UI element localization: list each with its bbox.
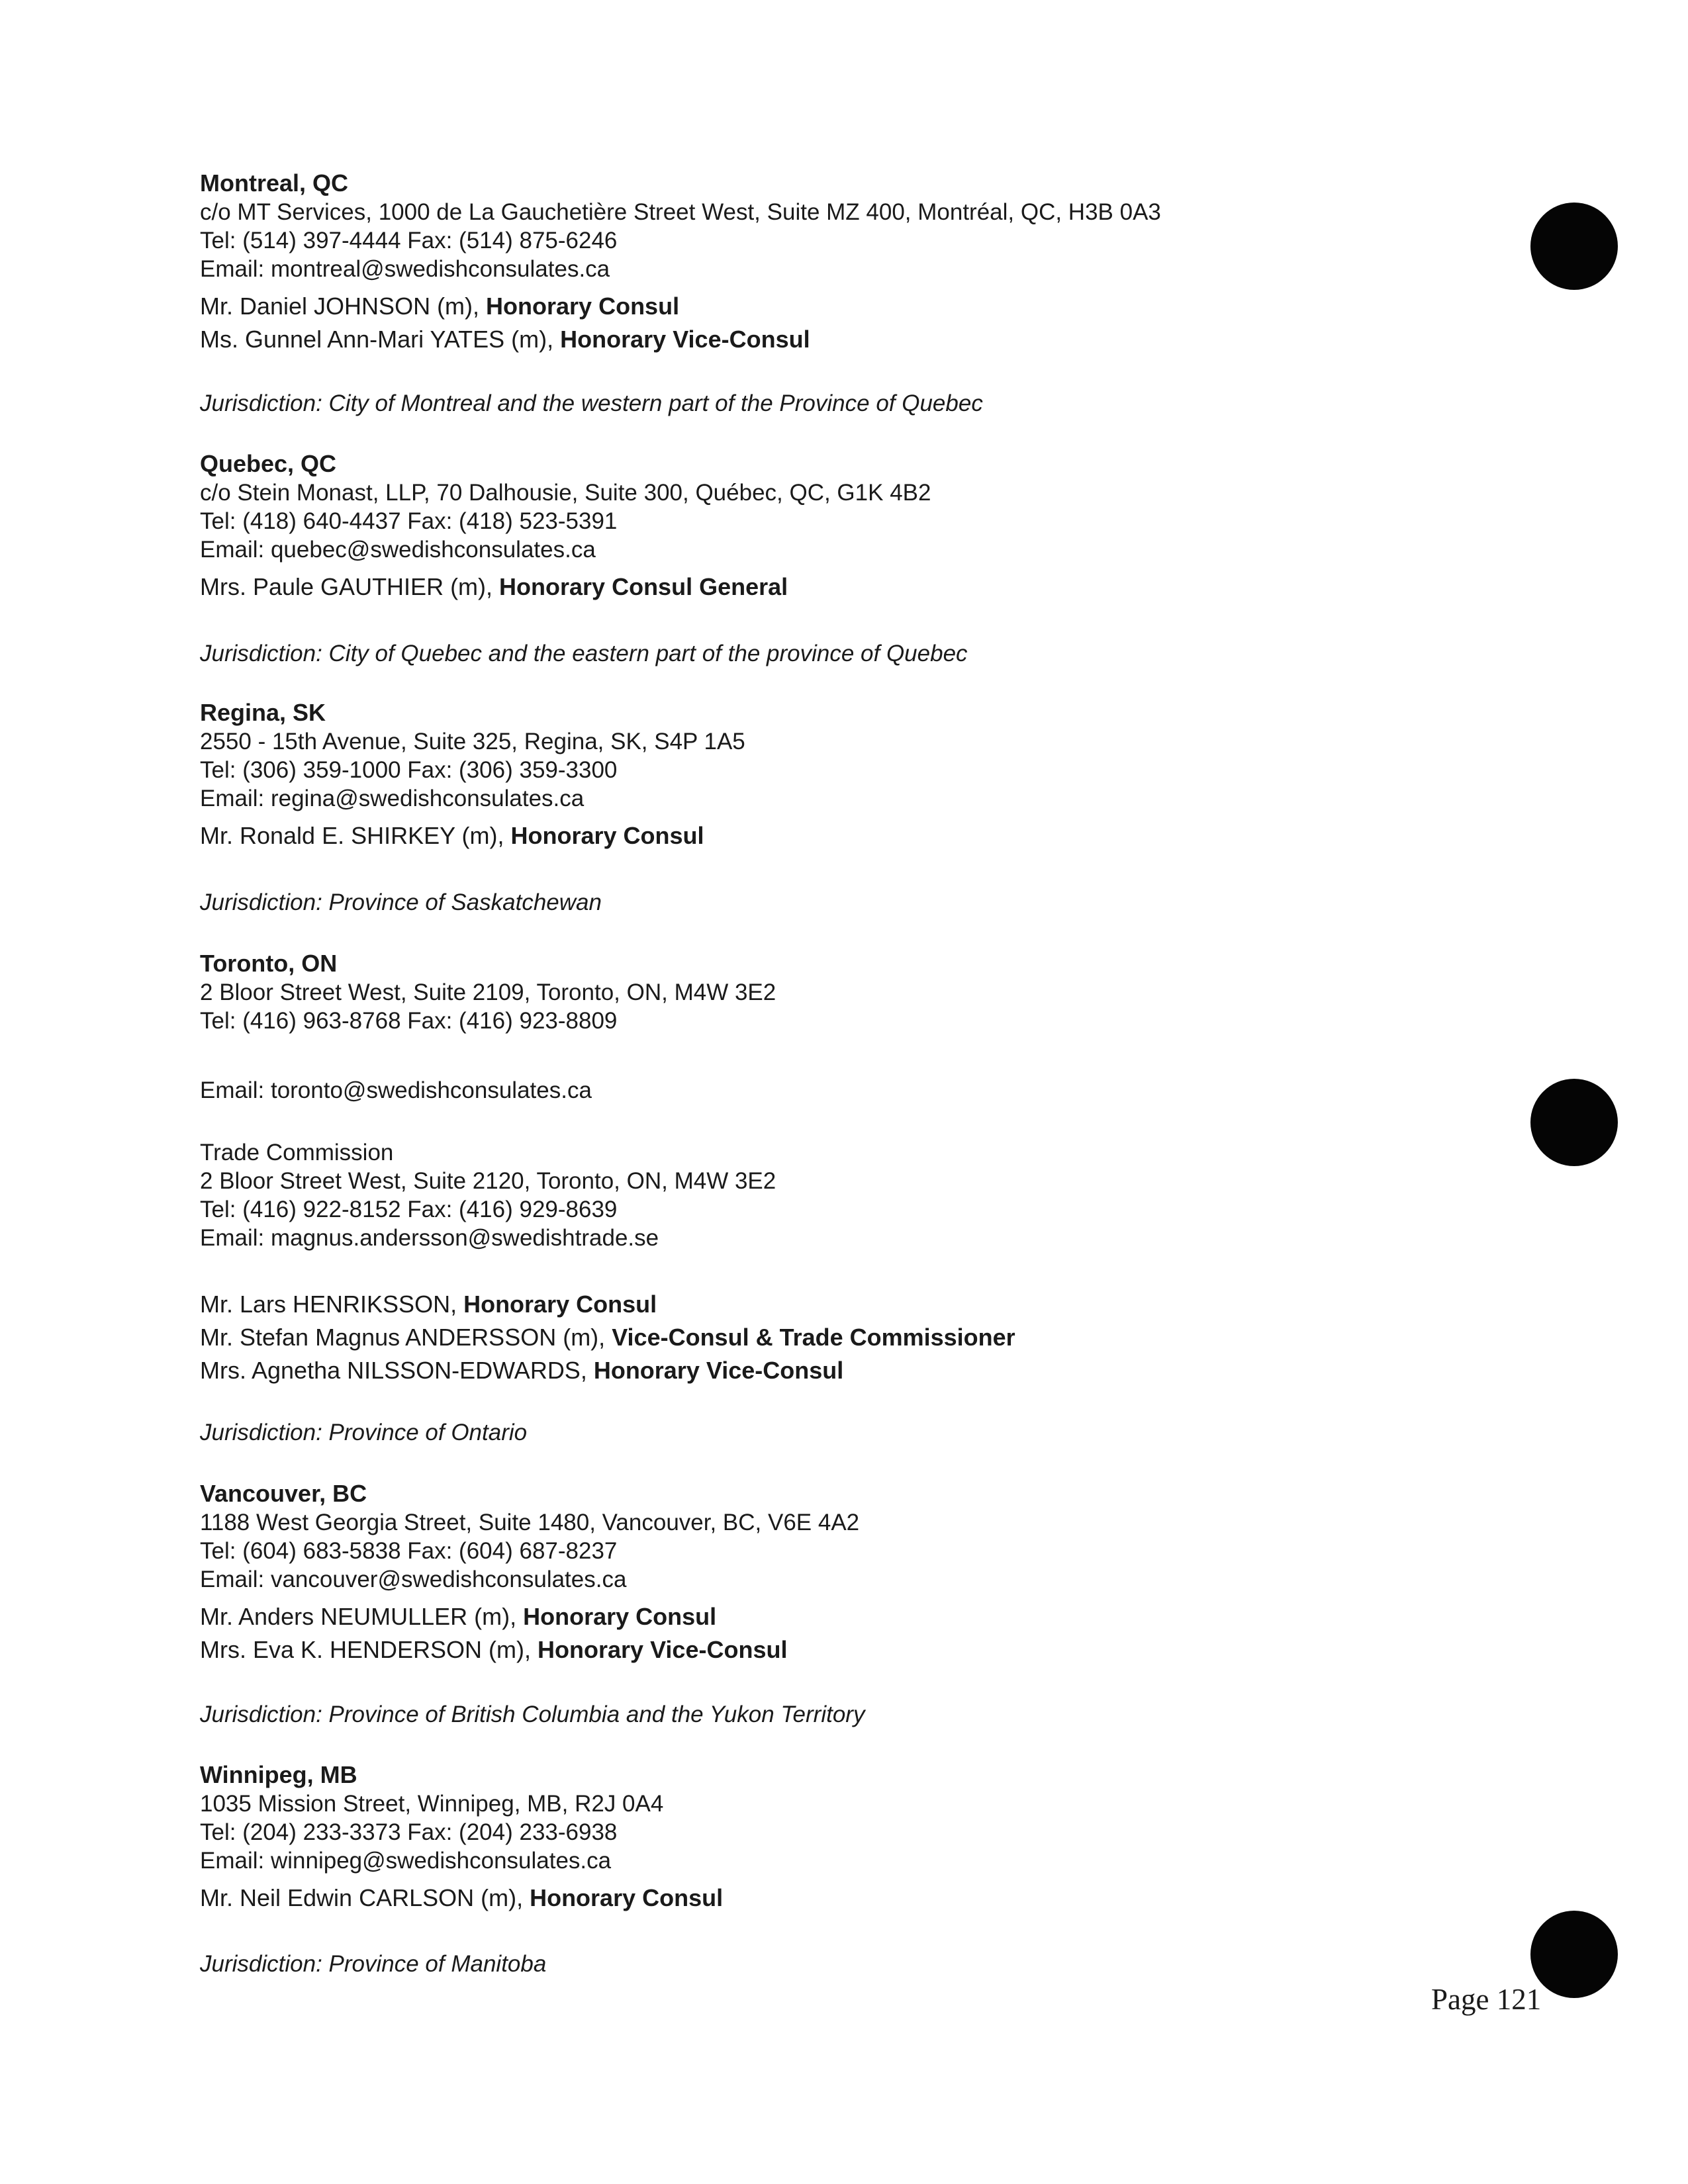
- person-name: Mr. Neil Edwin CARLSON (m),: [200, 1884, 530, 1911]
- punch-hole: [1530, 203, 1618, 290]
- jurisdiction-note: Jurisdiction: Province of Manitoba: [200, 1951, 547, 1977]
- person-name: Mr. Ronald E. SHIRKEY (m),: [200, 822, 511, 849]
- city-heading: Montreal, QC: [200, 169, 349, 197]
- phone-line: Tel: (604) 683-5838 Fax: (604) 687-8237: [200, 1538, 618, 1564]
- address-line: c/o MT Services, 1000 de La Gauchetière Street West, Suite MZ 400, Montréal, QC, H3B 0A3: [200, 199, 1161, 225]
- person-name: Ms. Gunnel Ann-Mari YATES (m),: [200, 326, 561, 353]
- city-heading: Quebec, QC: [200, 450, 337, 477]
- punch-hole: [1530, 1911, 1618, 1998]
- email-line: Email: montreal@swedishconsulates.ca: [200, 256, 610, 282]
- person-line: [200, 1633, 1511, 1666]
- person-name: Mr. Stefan Magnus ANDERSSON (m),: [200, 1324, 612, 1351]
- consulate-entry-toronto: [200, 949, 1511, 1035]
- consulate-entry-vancouver: [200, 1479, 1511, 1666]
- person-name: Mr. Daniel JOHNSON (m),: [200, 293, 487, 320]
- person-name: Mr. Anders NEUMULLER (m),: [200, 1603, 524, 1630]
- consulate-entry-regina: [200, 698, 1511, 852]
- email-line: Email: vancouver@swedishconsulates.ca: [200, 1567, 627, 1592]
- trade-commission-label: Trade Commission: [200, 1140, 394, 1165]
- toronto-people: [200, 1288, 1511, 1387]
- phone-line: Tel: (514) 397-4444 Fax: (514) 875-6246: [200, 228, 618, 253]
- phone-line: Tel: (204) 233-3373 Fax: (204) 233-6938: [200, 1819, 618, 1845]
- person-name: Mr. Lars HENRIKSSON,: [200, 1291, 464, 1318]
- jurisdiction-note: Jurisdiction: City of Montreal and the western part of the Province of Quebec: [200, 390, 983, 416]
- page-number: Page 121: [1431, 1983, 1542, 2016]
- city-heading: Regina, SK: [200, 699, 326, 726]
- jurisdiction-note: Jurisdiction: Province of Saskatchewan: [200, 889, 602, 915]
- email-line: Email: toronto@swedishconsulates.ca: [200, 1077, 592, 1103]
- email-line: Email: regina@swedishconsulates.ca: [200, 786, 585, 811]
- person-role: Honorary Consul: [510, 822, 704, 849]
- person-role: Honorary Consul: [523, 1603, 717, 1630]
- person-line: [200, 323, 1511, 356]
- person-role: Honorary Consul: [486, 293, 680, 320]
- person-line: [200, 290, 1511, 323]
- person-line: [200, 1882, 1511, 1915]
- consulate-entry-winnipeg: [200, 1760, 1511, 1915]
- person-name: Mrs. Paule GAUTHIER (m),: [200, 573, 500, 600]
- person-role: Honorary Consul: [463, 1291, 657, 1318]
- person-line: [200, 1321, 1511, 1354]
- phone-line: Tel: (418) 640-4437 Fax: (418) 523-5391: [200, 508, 618, 534]
- person-line: [200, 1354, 1511, 1387]
- jurisdiction-note: Jurisdiction: Province of British Columbia and the Yukon Territory: [200, 1702, 865, 1727]
- person-line: [200, 819, 1511, 852]
- person-role: Honorary Consul General: [499, 573, 788, 600]
- city-heading: Vancouver, BC: [200, 1480, 367, 1507]
- person-role: Honorary Vice-Consul: [593, 1357, 844, 1384]
- phone-line: Tel: (306) 359-1000 Fax: (306) 359-3300: [200, 757, 618, 783]
- email-line: Email: winnipeg@swedishconsulates.ca: [200, 1848, 612, 1874]
- person-role: Vice-Consul & Trade Commissioner: [612, 1324, 1015, 1351]
- phone-line: Tel: (416) 922-8152 Fax: (416) 929-8639: [200, 1197, 618, 1222]
- consulate-entry-quebec: [200, 449, 1511, 604]
- address-line: 2550 - 15th Avenue, Suite 325, Regina, SK, S4P 1A5: [200, 729, 745, 754]
- address-line: c/o Stein Monast, LLP, 70 Dalhousie, Suite 300, Québec, QC, G1K 4B2: [200, 480, 931, 506]
- address-line: 1188 West Georgia Street, Suite 1480, Vancouver, BC, V6E 4A2: [200, 1510, 860, 1535]
- person-role: Honorary Vice-Consul: [560, 326, 810, 353]
- consulate-entry-montreal: [200, 169, 1511, 356]
- jurisdiction-note: Jurisdiction: City of Quebec and the eastern part of the province of Quebec: [200, 641, 968, 666]
- address-line: 1035 Mission Street, Winnipeg, MB, R2J 0A4: [200, 1791, 664, 1817]
- city-heading: Winnipeg, MB: [200, 1761, 357, 1788]
- person-name: Mrs. Eva K. HENDERSON (m),: [200, 1636, 538, 1663]
- person-line: [200, 570, 1511, 604]
- person-line: [200, 1288, 1511, 1321]
- email-line: Email: quebec@swedishconsulates.ca: [200, 537, 596, 563]
- trade-commission-block: [200, 1138, 1511, 1252]
- person-role: Honorary Consul: [530, 1884, 724, 1911]
- person-name: Mrs. Agnetha NILSSON-EDWARDS,: [200, 1357, 594, 1384]
- punch-hole: [1530, 1079, 1618, 1166]
- jurisdiction-note: Jurisdiction: Province of Ontario: [200, 1420, 528, 1445]
- person-role: Honorary Vice-Consul: [538, 1636, 788, 1663]
- address-line: 2 Bloor Street West, Suite 2109, Toronto, ON, M4W 3E2: [200, 979, 776, 1005]
- email-line: Email: magnus.andersson@swedishtrade.se: [200, 1225, 659, 1251]
- address-line: 2 Bloor Street West, Suite 2120, Toronto, ON, M4W 3E2: [200, 1168, 776, 1194]
- phone-line: Tel: (416) 963-8768 Fax: (416) 923-8809: [200, 1008, 618, 1034]
- person-line: [200, 1600, 1511, 1633]
- city-heading: Toronto, ON: [200, 950, 338, 977]
